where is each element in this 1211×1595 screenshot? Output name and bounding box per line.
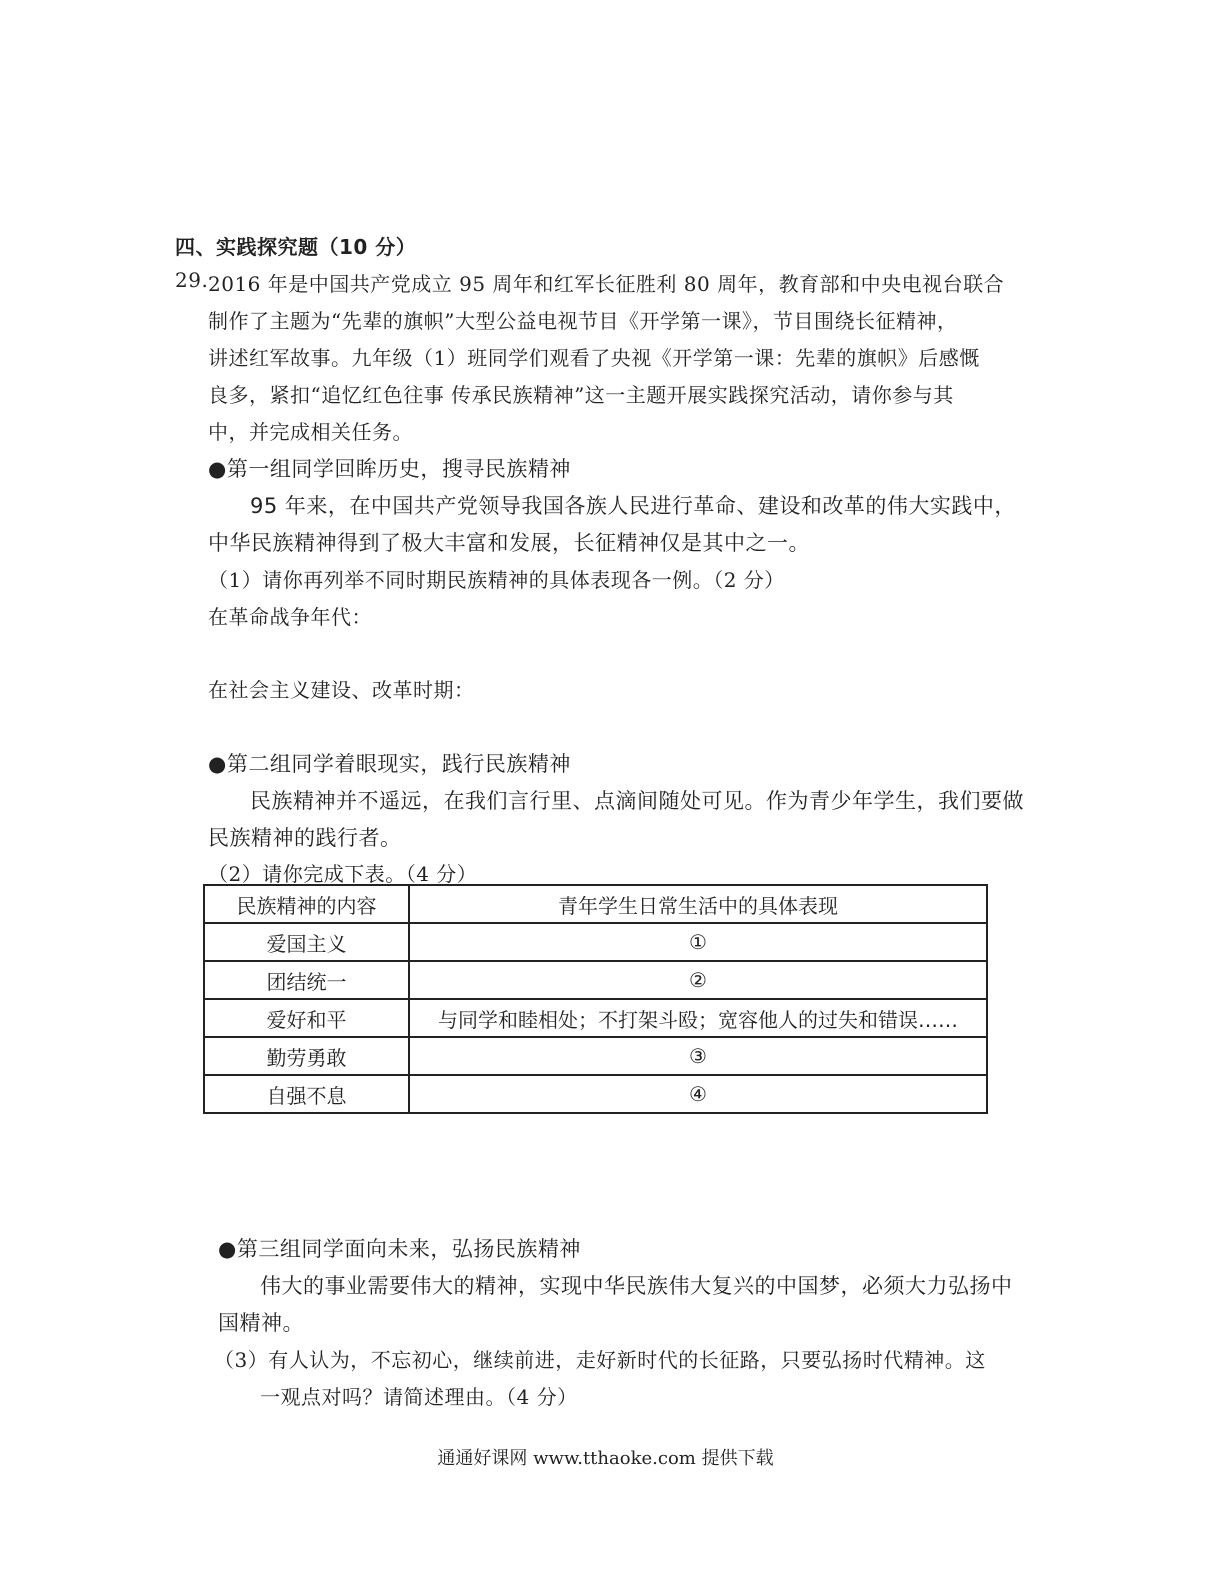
group1-task: （1）请你再列举不同时期民族精神的具体表现各一例。（2 分） xyxy=(208,568,785,592)
table-row xyxy=(204,999,987,1037)
question-intro-line-4: 良多，紧扣“追忆红色往事 传承民族精神”这一主题开展实践探究活动，请你参与其 xyxy=(208,383,954,407)
table-row xyxy=(204,1075,987,1113)
spirit-table xyxy=(203,884,988,1114)
group2-task: （2）请你完成下表。（4 分） xyxy=(208,862,478,886)
table-cell-expression: 与同学和睦相处；不打架斗殴；宽容他人的过失和错误…… xyxy=(409,999,987,1037)
table-cell-expression: ① xyxy=(409,923,987,961)
question-number: 29. xyxy=(175,268,209,292)
table-row xyxy=(204,1037,987,1075)
table-header-row xyxy=(204,885,987,923)
group3-heading: ●第三组同学面向未来，弘扬民族精神 xyxy=(218,1237,581,1261)
group3-text-line-2: 国精神。 xyxy=(218,1311,304,1335)
table-cell-spirit: 爱国主义 xyxy=(204,923,409,961)
table-cell-expression: ③ xyxy=(409,1037,987,1075)
question-intro-line-5: 中，并完成相关任务。 xyxy=(208,420,413,444)
group1-prompt-revolution: 在革命战争年代： xyxy=(208,605,372,629)
table-cell-expression: ② xyxy=(409,961,987,999)
question-intro-line-1: 2016 年是中国共产党成立 95 周年和红军长征胜利 80 周年，教育部和中央电视台联合 xyxy=(208,272,1005,296)
question-intro-line-3: 讲述红军故事。九年级（1）班同学们观看了央视《开学第一课：先辈的旗帜》后感慨 xyxy=(208,346,980,370)
group2-heading: ●第二组同学着眼现实，践行民族精神 xyxy=(208,752,571,776)
question-intro-line-2: 制作了主题为“先辈的旗帜”大型公益电视节目《开学第一课》，节目围绕长征精神， xyxy=(208,309,958,333)
table-header-expression: 青年学生日常生活中的具体表现 xyxy=(409,885,987,923)
table-header-content: 民族精神的内容 xyxy=(204,885,409,923)
table-cell-spirit: 团结统一 xyxy=(204,961,409,999)
table-cell-spirit: 爱好和平 xyxy=(204,999,409,1037)
group1-text-line-2: 中华民族精神得到了极大丰富和发展，长征精神仅是其中之一。 xyxy=(208,531,810,555)
section-title: 四、实践探究题（10 分） xyxy=(175,235,417,259)
group1-prompt-construction: 在社会主义建设、改革时期： xyxy=(208,678,475,702)
group2-text-line-1: 民族精神并不遥远，在我们言行里、点滴间随处可见。作为青少年学生，我们要做 xyxy=(250,789,1024,813)
group1-text-line-1: 95 年来，在中国共产党领导我国各族人民进行革命、建设和改革的伟大实践中， xyxy=(250,494,1016,518)
table-row xyxy=(204,923,987,961)
group3-text-line-1: 伟大的事业需要伟大的精神，实现中华民族伟大复兴的中国梦，必须大力弘扬中 xyxy=(260,1274,1013,1298)
page-footer: 通通好课网 www.tthaoke.com 提供下载 xyxy=(437,1448,774,1469)
table-cell-expression: ④ xyxy=(409,1075,987,1113)
table-cell-spirit: 勤劳勇敢 xyxy=(204,1037,409,1075)
table-row xyxy=(204,961,987,999)
group3-task-line-1: （3）有人认为，不忘初心，继续前进，走好新时代的长征路，只要弘扬时代精神。这 xyxy=(214,1348,986,1372)
group1-heading: ●第一组同学回眸历史，搜寻民族精神 xyxy=(208,457,571,481)
table-cell-spirit: 自强不息 xyxy=(204,1075,409,1113)
group3-task-line-2: 一观点对吗？请简述理由。（4 分） xyxy=(260,1385,578,1409)
group2-text-line-2: 民族精神的践行者。 xyxy=(208,826,402,850)
